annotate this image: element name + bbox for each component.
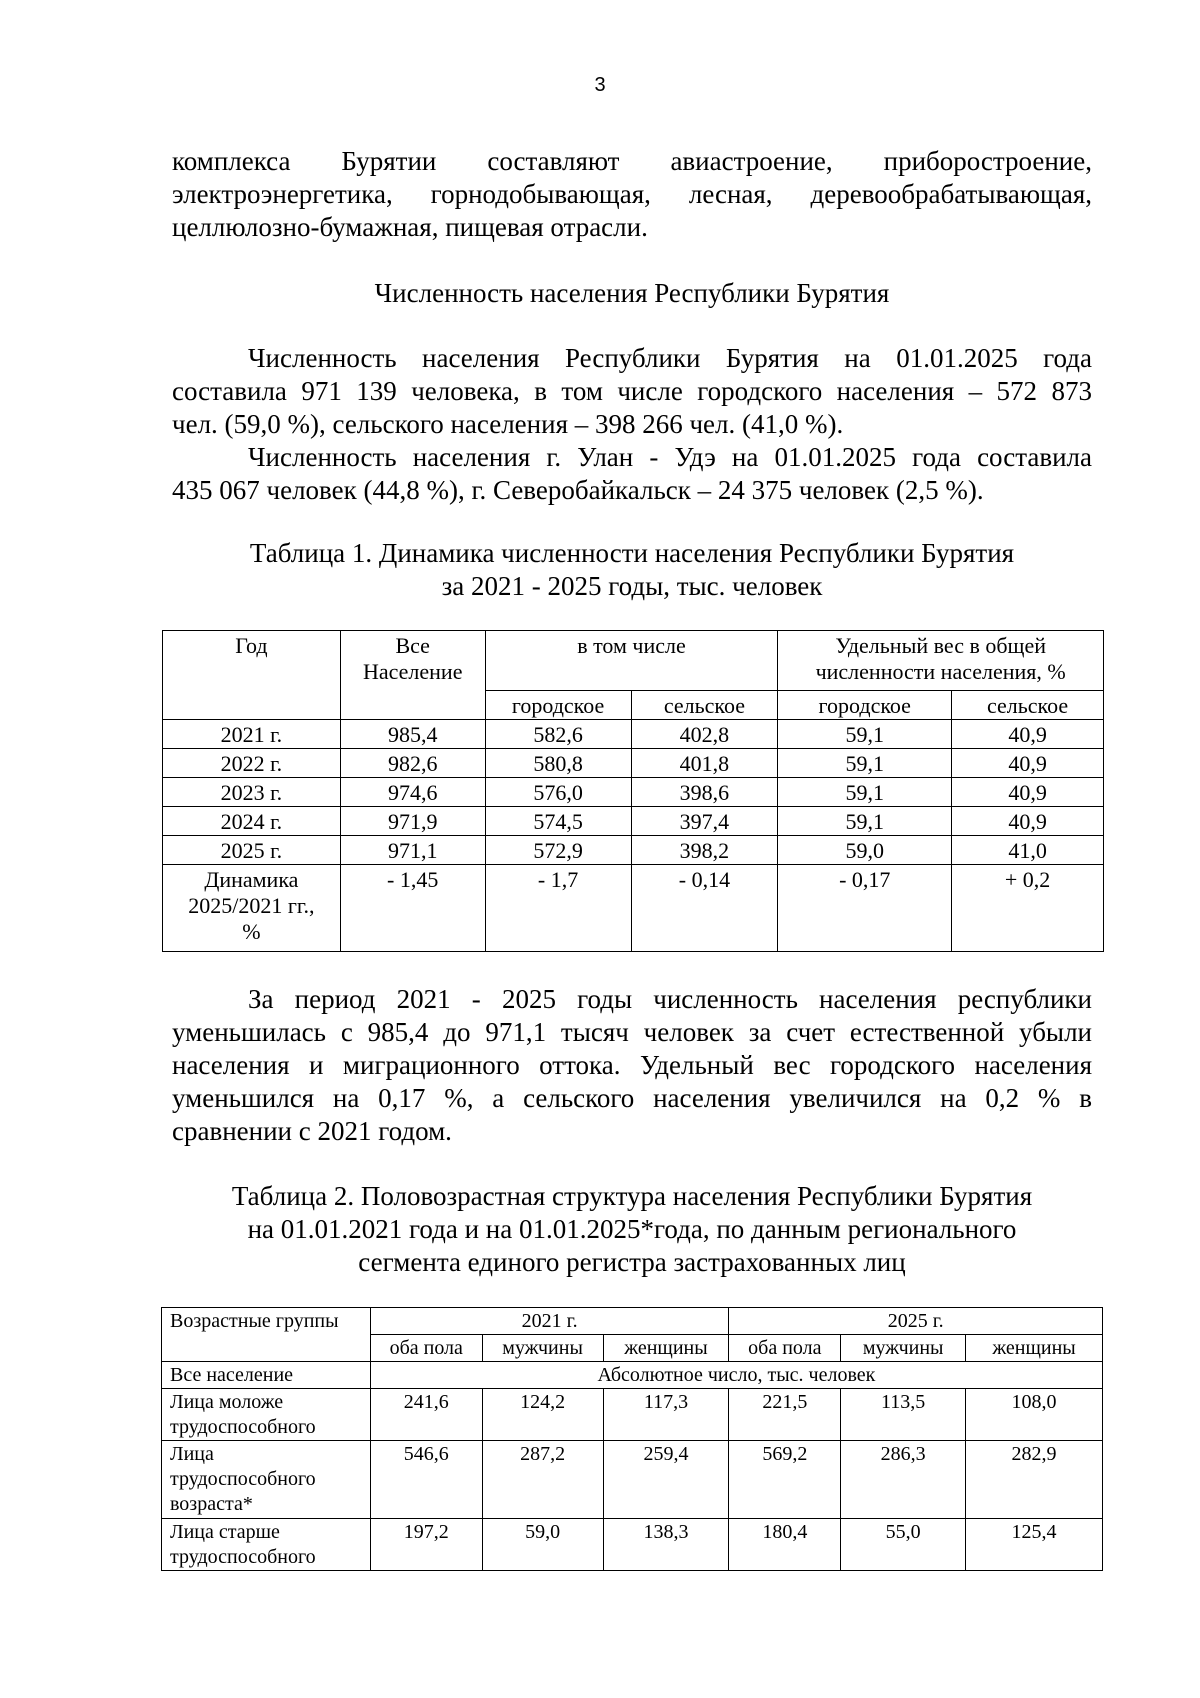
cell-value: 546,6 xyxy=(370,1441,482,1519)
cell-value: 113,5 xyxy=(841,1389,966,1441)
header-men: мужчины xyxy=(841,1335,966,1362)
caption-line: сегмента единого регистра застрахованных лиц xyxy=(358,1247,906,1277)
label-line: трудоспособного xyxy=(170,1546,316,1568)
header-line: Удельный вес в общей xyxy=(835,633,1047,658)
caption-line: Таблица 2. Половозрастная структура населения Республики Бурятия xyxy=(231,1181,1033,1211)
cell-units: Абсолютное число, тыс. человек xyxy=(370,1362,1102,1389)
cell-urban: 576,0 xyxy=(485,778,631,807)
cell-urban-share: 59,1 xyxy=(778,778,952,807)
header-line: Все xyxy=(395,633,430,658)
cell-rural-share: 41,0 xyxy=(952,836,1104,865)
cell-age-label xyxy=(162,1519,371,1571)
header-2025: 2025 г. xyxy=(729,1308,1103,1335)
cell-value: 180,4 xyxy=(729,1519,841,1571)
cell-total: 974,6 xyxy=(340,778,485,807)
cell-value: 55,0 xyxy=(841,1519,966,1571)
cell-rural: 398,2 xyxy=(631,836,778,865)
label-line: Динамика xyxy=(204,867,299,892)
text-line: населения и миграционного оттока. Удельный вес городского населения xyxy=(172,1050,1092,1080)
table-row xyxy=(163,778,1104,807)
text-line: целлюлозно-бумажная, пищевая отрасли. xyxy=(172,212,648,242)
label-line: трудоспособного xyxy=(170,1468,316,1490)
population-paragraph-1 xyxy=(172,342,1092,441)
cell-urban-share: 59,1 xyxy=(778,807,952,836)
header-line: численности населения, % xyxy=(815,659,1066,684)
cell-total: 971,9 xyxy=(340,807,485,836)
table-row xyxy=(162,1362,1103,1389)
cell-rural-share: 40,9 xyxy=(952,749,1104,778)
cell-value: 286,3 xyxy=(841,1441,966,1519)
analysis-paragraph xyxy=(172,983,1092,1148)
caption-line: за 2021 - 2025 годы, тыс. человек xyxy=(441,571,823,601)
cell-age-label xyxy=(162,1389,371,1441)
cell-all-population: Все население xyxy=(162,1362,371,1389)
age-sex-structure-table xyxy=(161,1307,1103,1571)
cell-value: 287,2 xyxy=(482,1441,603,1519)
cell-rural: 401,8 xyxy=(631,749,778,778)
population-dynamics-table xyxy=(162,630,1104,952)
cell-total: - 1,45 xyxy=(340,865,485,952)
label-line: 2025/2021 гг., xyxy=(188,893,315,918)
header-year: Год xyxy=(163,631,341,720)
label-line: Лица моложе xyxy=(170,1391,284,1413)
cell-urban: 582,6 xyxy=(485,720,631,749)
cell-value: 125,4 xyxy=(966,1519,1103,1571)
header-women: женщины xyxy=(966,1335,1103,1362)
text-line: уменьшилась с 985,4 до 971,1 тысяч человек за счет естественной убыли xyxy=(172,1017,1092,1047)
header-both: оба пола xyxy=(370,1335,482,1362)
cell-year: 2022 г. xyxy=(163,749,341,778)
label-line: трудоспособного xyxy=(170,1416,316,1438)
cell-year: 2023 г. xyxy=(163,778,341,807)
label-line: возраста* xyxy=(170,1493,253,1515)
cell-total: 985,4 xyxy=(340,720,485,749)
cell-rural: 402,8 xyxy=(631,720,778,749)
text-line: 435 067 человек (44,8 %), г. Северобайкальск – 24 375 человек (2,5 %). xyxy=(172,475,984,505)
text-line: электроэнергетика, горнодобывающая, лесная, деревообрабатывающая, xyxy=(172,179,1092,209)
caption-line: на 01.01.2021 года и на 01.01.2025*года, по данным регионального xyxy=(247,1214,1017,1244)
cell-value: 259,4 xyxy=(603,1441,729,1519)
cell-value: 282,9 xyxy=(966,1441,1103,1519)
header-age-groups: Возрастные группы xyxy=(162,1308,371,1362)
cell-rural: - 0,14 xyxy=(631,865,778,952)
header-rural: сельское xyxy=(631,691,778,720)
label-line: % xyxy=(242,919,261,944)
table-row xyxy=(162,1519,1103,1571)
table1-caption xyxy=(172,537,1092,603)
cell-rural-share: 40,9 xyxy=(952,778,1104,807)
intro-paragraph xyxy=(172,145,1092,244)
header-men: мужчины xyxy=(482,1335,603,1362)
cell-year: 2025 г. xyxy=(163,836,341,865)
cell-rural-share: 40,9 xyxy=(952,720,1104,749)
cell-value: 138,3 xyxy=(603,1519,729,1571)
caption-line: Таблица 1. Динамика численности населения Республики Бурятия xyxy=(249,538,1015,568)
text-line: сравнении с 2021 годом. xyxy=(172,1116,452,1146)
cell-value: 241,6 xyxy=(370,1389,482,1441)
table-row xyxy=(162,1389,1103,1441)
cell-value: 59,0 xyxy=(482,1519,603,1571)
cell-urban: - 1,7 xyxy=(485,865,631,952)
header-including: в том числе xyxy=(485,631,778,691)
label-line: Лица xyxy=(170,1443,214,1465)
cell-dynamics-label xyxy=(163,865,341,952)
cell-urban: 572,9 xyxy=(485,836,631,865)
text-line: За период 2021 - 2025 годы численность населения республики xyxy=(248,984,1092,1014)
table-row xyxy=(163,749,1104,778)
header-share xyxy=(778,631,1104,691)
header-urban-share: городское xyxy=(778,691,952,720)
table-row xyxy=(162,1441,1103,1519)
text-line: чел. (59,0 %), сельского населения – 398 266 чел. (41,0 %). xyxy=(172,409,844,439)
cell-rural-share: + 0,2 xyxy=(952,865,1104,952)
cell-rural-share: 40,9 xyxy=(952,807,1104,836)
cell-urban-share: 59,1 xyxy=(778,749,952,778)
cell-value: 221,5 xyxy=(729,1389,841,1441)
table-row xyxy=(163,720,1104,749)
cell-age-label xyxy=(162,1441,371,1519)
text-line: комплекса Бурятии составляют авиастроение, приборостроение, xyxy=(172,146,1092,176)
cell-value: 108,0 xyxy=(966,1389,1103,1441)
header-urban: городское xyxy=(485,691,631,720)
cell-year: 2021 г. xyxy=(163,720,341,749)
cell-total: 982,6 xyxy=(340,749,485,778)
text-line: Численность населения г. Улан - Удэ на 01.01.2025 года составила xyxy=(248,442,1092,472)
text-line: уменьшился на 0,17 %, а сельского населения увеличился на 0,2 % в xyxy=(172,1083,1092,1113)
cell-urban: 574,5 xyxy=(485,807,631,836)
text-line: Численность населения Республики Бурятия на 01.01.2025 года xyxy=(248,343,1092,373)
page-number: 3 xyxy=(594,74,606,96)
cell-urban-share: 59,0 xyxy=(778,836,952,865)
header-both: оба пола xyxy=(729,1335,841,1362)
header-2021: 2021 г. xyxy=(370,1308,729,1335)
cell-year: 2024 г. xyxy=(163,807,341,836)
cell-value: 117,3 xyxy=(603,1389,729,1441)
header-line: Население xyxy=(362,659,463,684)
cell-rural: 397,4 xyxy=(631,807,778,836)
cell-value: 569,2 xyxy=(729,1441,841,1519)
population-paragraph-2 xyxy=(172,441,1092,507)
cell-urban-share: 59,1 xyxy=(778,720,952,749)
cell-value: 197,2 xyxy=(370,1519,482,1571)
text-line: составила 971 139 человека, в том числе городского населения – 572 873 xyxy=(172,376,1092,406)
cell-value: 124,2 xyxy=(482,1389,603,1441)
header-total xyxy=(340,631,485,720)
cell-urban-share: - 0,17 xyxy=(778,865,952,952)
cell-rural: 398,6 xyxy=(631,778,778,807)
header-women: женщины xyxy=(603,1335,729,1362)
dynamics-row xyxy=(163,865,1104,952)
label-line: Лица старше xyxy=(170,1521,280,1543)
header-rural-share: сельское xyxy=(952,691,1104,720)
cell-urban: 580,8 xyxy=(485,749,631,778)
cell-total: 971,1 xyxy=(340,836,485,865)
table-row xyxy=(163,807,1104,836)
section-heading: Численность населения Республики Бурятия xyxy=(374,278,890,308)
table-row xyxy=(163,836,1104,865)
table2-caption xyxy=(172,1180,1092,1279)
